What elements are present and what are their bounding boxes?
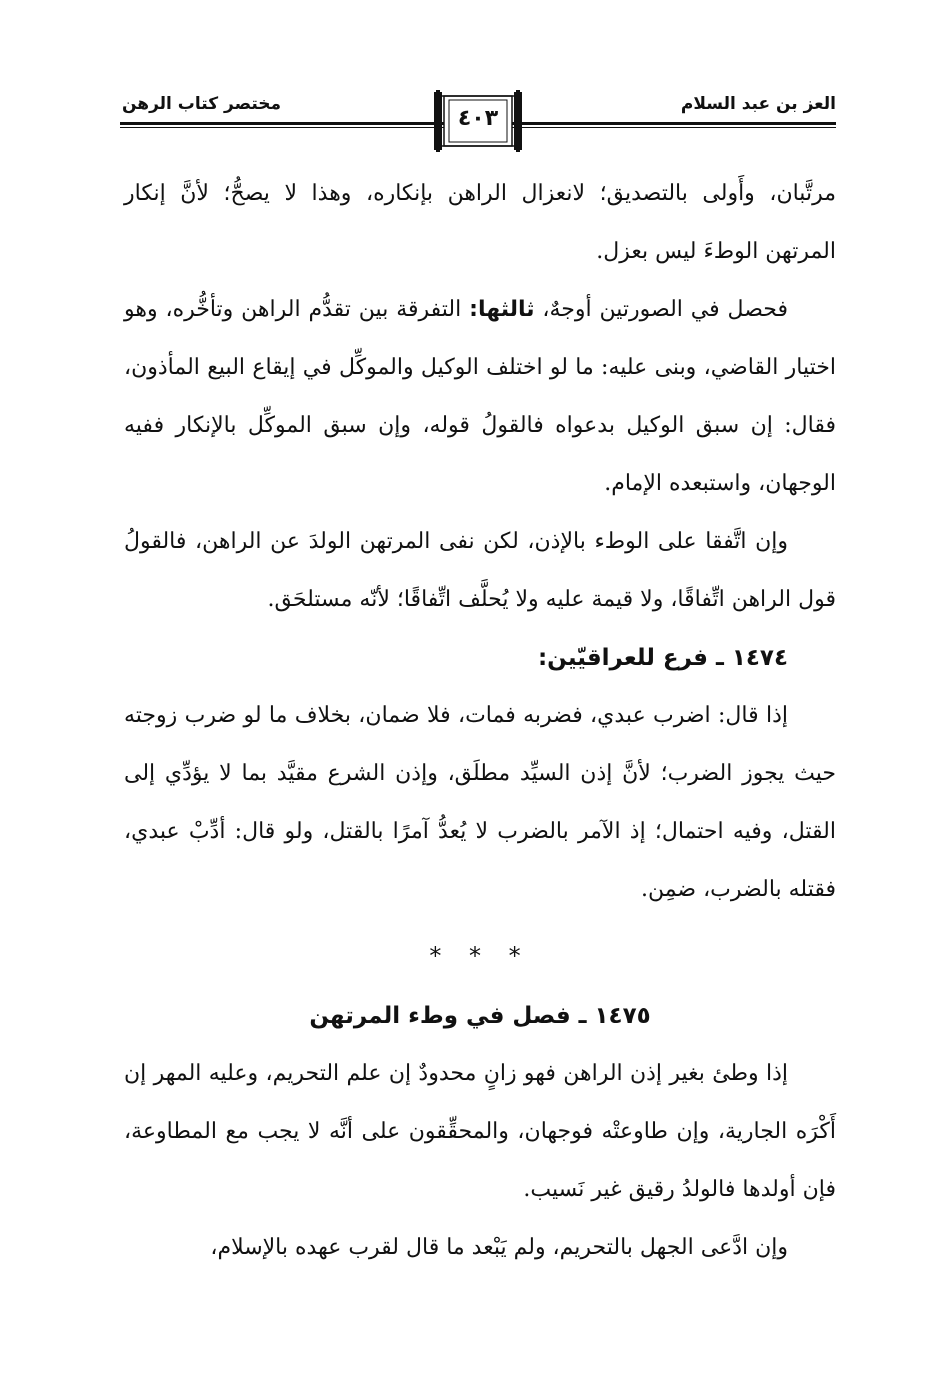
paragraph-1: مرتَّبان، وأَولى بالتصديق؛ لانعزال الراهن بإنكاره، وهذا لا يصحُّ؛ لأنَّ إنكار المرتهن الوطءَ ليس بعزل. [124,181,836,264]
header-rule-left [120,122,446,125]
running-head-section: مختصر كتاب الرهن [122,94,282,114]
paragraph-5: إذا وطئ بغير إذن الراهن فهو زانٍ محدودٌ إن علم التحريم، وعليه المهر إن أَكْرَه الجارية، وإن طاوعتْه فوجهان، والمحقِّقون على أنَّه لا يجب مع المطاوعة، فإن أولدها فالولدُ رقيق غير نَسيب. [124,1061,836,1202]
header-rule-right [509,122,836,125]
section-heading-1475: ١٤٧٥ ـ فصل في وطء المرتهن [309,1003,651,1029]
paragraph-2 [124,281,836,513]
paragraph-3: وإن اتَّفقا على الوطء بالإذن، لكن نفى المرتهن الولدَ عن الراهن، فالقولُ قول الراهن اتِّفاقًا، ولا قيمة عليه ولا يُحلَّف اتِّفاقًا؛ لأنّه مستلحَق. [124,529,836,612]
paragraph-6: وإن ادَّعى الجهل بالتحريم، ولم يَبْعد ما قال لقرب عهده بالإسلام، [210,1235,788,1260]
section-separator: * * * [429,942,531,970]
main-text [124,165,836,1277]
paragraph-2-rest: التفرقة بين تقدُّم الراهن وتأخُّره، وهو اختيار القاضي، وبنى عليه: ما لو اختلف الوكيل والموكِّل في إيقاع البيع المأذون، فقال: إن سبق الوكيل بدعواه فالقولُ قوله، وإن سبق الموكِّل بالإنكار ففيه الوجهان، واستبعده الإمام. [124,297,836,496]
page-number-frame [432,90,524,152]
section-heading-1474: ١٤٧٤ ـ فرع للعراقيّين: [537,645,788,671]
paragraph-2-emphasis: ثالثها: [469,297,535,322]
header-rule-right-thin [509,127,836,128]
running-head-author: العز بن عبد السلام [680,94,836,114]
paragraph-2-lead: فحصل في الصورتين أوجهٌ، [542,297,788,322]
paragraph-4: إذا قال: اضرب عبدي، فضربه فمات، فلا ضمان، بخلاف ما لو ضرب زوجته حيث يجوز الضرب؛ لأنَّ إذن السيِّد مطلَق، وإذن الشرع مقيَّد بما لا يؤدِّي إلى القتل، وفيه احتمال؛ إذ الآمر بالضرب لا يُعدُّ آمرًا بالقتل، ولو قال: أدِّبْ عبدي، فقتله بالضرب، ضمِن. [124,703,836,902]
page-number: ٤٠٣ [457,106,499,131]
header-rule-left-thin [120,127,446,128]
